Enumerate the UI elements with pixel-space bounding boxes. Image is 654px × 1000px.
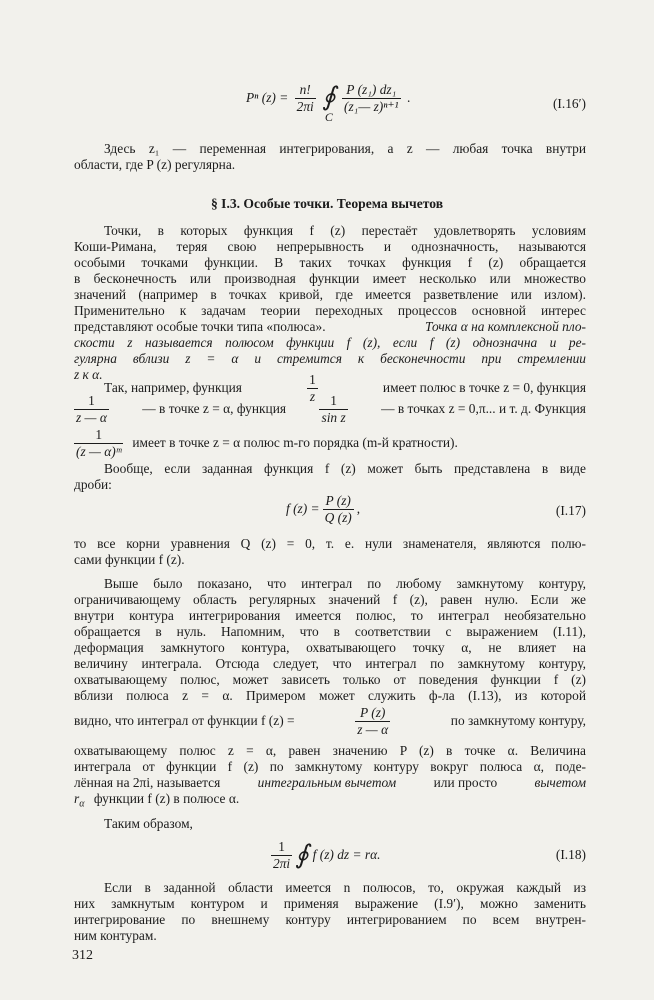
paragraph-line-fractions: $\frac{1}{z — \alpha}$ — в точке z = α, функция $\frac{1}{\text{sin z}}$ — в точках z = 0,π... и т. д. Функция [76,392,586,425]
paragraph-line: интегрирование по внешнему контуру интегрированием по всем внутрен- [74,912,586,927]
paragraph-line: z к α. [74,367,103,382]
equation-number-i17: (I.17) [555,503,586,518]
contour-integral-symbol: ∮ [322,82,336,111]
paragraph-line-fractions: $\frac{1}{\text{(z — α)ᵐ}}$ имеет в точке z = α полюс m-го порядка (m-й кратности). [76,426,458,459]
paragraph-line: Если в заданной области имеется n полюсов, то, окружая каждый из [104,880,586,895]
equation-number-i16: (I.16′) [552,96,586,111]
paragraph-line: гулярна вблизи z = α и стремится к бесконечности при стремлении [74,351,586,366]
section-heading: § I.3. Особые точки. Теорема вычетов [210,196,444,211]
paragraph-line: значений (например в точках кривой, где имеется разветвление или излом). [74,287,586,302]
eq116-lhs: Pⁿ (z) = [246,90,289,105]
paragraph-line: Здесь z₁ — переменная интегрирования, а z — любая точка внутри [104,141,586,156]
paragraph-line: вблизи полюса z = α. Примером может служить ф-ла (I.13), из которой [74,688,586,703]
paragraph-line: Коши-Римана, теряя свою непрерывность и однозначность, называются [74,239,586,254]
paragraph-line: ним контурам. [74,928,157,943]
paragraph-line: величину интеграла. Отсюда следует, что интеграл по замкнутому контуру, [74,656,586,671]
paragraph-line: скости z называется полюсом функции f (z), если f (z) однозначна и ре- [74,335,586,350]
eq116-integrand: $\frac{\text{P (z₁) dz₁}}{\text{(z₁— z)ⁿ⁺¹}}$ [344,81,399,114]
paragraph-line: Выше было показано, что интеграл по любому замкнутому контуру, [104,576,586,591]
paragraph-line: представляют особые точки типа «полюса». Точка α на комплексной пло- [74,319,586,334]
paragraph-line: интеграла от функции f (z) по замкнутому контуру вокруг полюса α, поде- [74,759,586,774]
paragraph-line-fractions: Так, например, функция $\frac{1}{z}$ имеет полюс в точке z = 0, функция [104,371,586,404]
fraction-1-over-z-minus-alpha-power-m: $\frac{1}{\text{(z — α)ᵐ}}$ [76,426,122,459]
paragraph-line: Применительно к задачам теории переходных процессов основной интерес [74,303,586,318]
paragraph-line: дроби: [74,477,112,492]
paragraph-line: $r_\alpha$ функции f (z) в полюсе α. [74,791,240,810]
paragraph-line: лённая на 2πi, называется интегральным вычетом или просто вычетом [74,775,586,790]
fraction-1-over-z: $\frac{1}{z}$ [309,371,316,404]
contour-label: C [324,110,333,124]
paragraph-line: охватывающему полюс, может зависеть только от поведения функции f (z) [74,672,586,687]
paragraph-line: сами функции f (z). [74,552,185,567]
eq116-coefficient: $\frac{n!}{2\pi i}$ [296,81,314,114]
equation-i18: $\frac{1}{2\pi i}$ ∮ f (z) dz = rα. [273,838,381,871]
equation-i16: Pⁿ (z) = $\frac{n!}{2\pi i}$ ∮ C $\frac{\text{P (z₁) dz₁}}{\text{(z₁— z)ⁿ⁺¹}}$ . [246,81,411,124]
paragraph-line: Точки, в которых функция f (z) перестаёт удовлетворять условиям [104,223,586,238]
contour-integral-symbol: ∮ [295,840,309,869]
paragraph-line: ограничивающему область регулярных значений f (z), равен нулю. Если же [74,592,586,607]
paragraph-line: охватывающему полюс z = α, равен значению P (z) в точке α. Величина [74,743,586,758]
paragraph-line: области, где P (z) регулярна. [74,157,236,172]
paragraph-line: деформация замкнутого контура, охватывающего точку α, не влияет на [74,640,586,655]
fraction-p-over-z-minus-alpha: $\frac{P (z)}{z — \alpha}$ [357,704,389,737]
paragraph-line-fractions: видно, что интеграл от функции f (z) = $\frac{P (z)}{z — \alpha}$ по замкнутому контуру, [74,704,586,737]
paragraph-line: в бесконечность или производная функции имеет несколько или множество [74,271,586,286]
page-number: 312 [72,948,93,963]
paragraph-line: особыми точками функции. В таких точках функция f (z) обращается [74,255,586,270]
equation-number-i18: (I.18) [555,847,586,862]
paragraph-line: внутри контура интегрирования имеется полюс, то интеграл необязательно [74,608,586,623]
paragraph-line: них замкнутым контуром и применяя выражение (I.9′), можно заменить [74,896,586,911]
fraction-1-over-sin-z: $\frac{1}{\text{sin z}}$ [321,392,346,425]
fraction-1-over-z-minus-alpha: $\frac{1}{z — \alpha}$ [76,392,107,425]
paragraph-line: обращается в нуль. Напомним, что в соответствии с выражением (I.11), [74,624,586,639]
paragraph-line: Вообще, если заданная функция f (z) может быть представлена в виде [104,461,586,476]
paragraph-line: то все корни уравнения Q (z) = 0, т. е. нули знаменателя, являются полю- [74,536,586,551]
equation-i17: f (z) = $\frac{P (z)}{Q (z)}$ , [286,492,361,525]
paragraph-line: Таким образом, [104,816,193,831]
